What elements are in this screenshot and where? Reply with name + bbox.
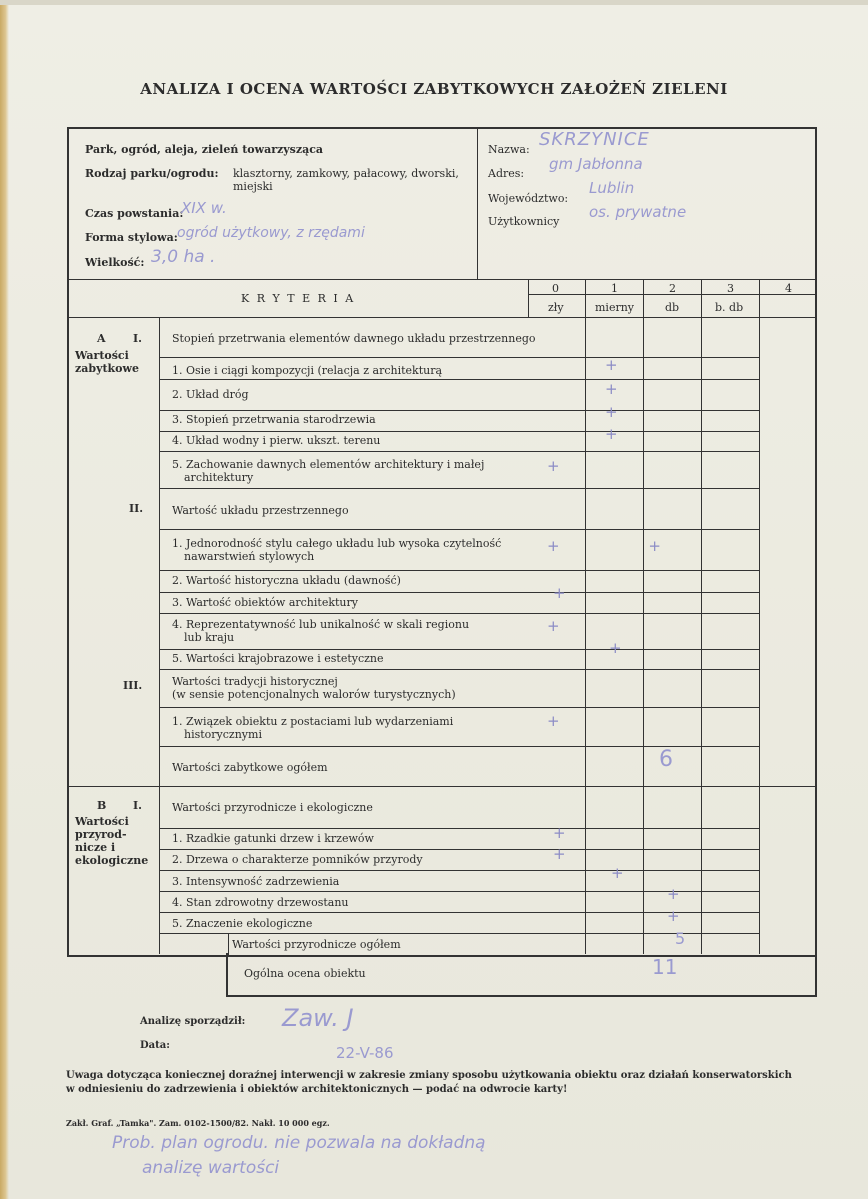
mark-b-1: + — [553, 824, 566, 842]
zabytkowe-total-value: 6 — [659, 747, 673, 772]
groupb-title: Wartości przyrodnicze i ekologiczne — [172, 801, 373, 814]
criterion-a3-1-cont: historycznymi — [184, 728, 262, 741]
section-a-roman-3: III. — [123, 679, 143, 692]
mark-a1-5: + — [547, 457, 560, 475]
criterion-a1-4: 4. Układ wodny i pierw. ukszt. terenu — [172, 434, 381, 447]
mark-a2-5: + — [609, 639, 622, 657]
criterion-a2-1-cont: nawarstwień stylowych — [184, 550, 315, 563]
mark-a1-4: + — [605, 425, 618, 443]
paper-edge — [0, 0, 9, 1199]
mark-a2-3: + — [553, 584, 566, 602]
paper-top-edge — [0, 0, 868, 5]
criterion-a1-3: 3. Stopień przetrwania starodrzewia — [172, 413, 376, 426]
data-label: Data: — [140, 1040, 170, 1051]
section-a-name: Wartości — [75, 349, 129, 362]
section-b-roman: I. — [133, 799, 142, 812]
wojewodztwo-label: Województwo: — [488, 192, 569, 205]
mark-b-4: + — [667, 885, 680, 903]
header-divider — [69, 279, 815, 280]
scale-num-1: 1 — [611, 282, 618, 295]
przyrodnicze-total-label: Wartości przyrodnicze ogółem — [232, 938, 401, 951]
scale-num-2: 2 — [669, 282, 676, 295]
section-b-name-3: nicze i — [75, 841, 116, 854]
criterion-b-5: 5. Znaczenie ekologiczne — [172, 917, 313, 930]
criterion-a2-1: 1. Jednorodność stylu całego układu lub wysoka czytelność — [172, 537, 502, 550]
mark-a2-4: + — [547, 617, 560, 635]
scale-num-3: 3 — [727, 282, 734, 295]
section-a-name-cont: zabytkowe — [75, 362, 139, 375]
criterion-a2-5: 5. Wartości krajobrazowe i estetyczne — [172, 652, 384, 665]
wielkosc-label: Wielkość: — [85, 256, 145, 269]
group1-title: Stopień przetrwania elementów dawnego układu przestrzennego — [172, 332, 536, 345]
group2-title: Wartość układu przestrzennego — [172, 504, 349, 517]
analize-label: Analizę sporządził: — [140, 1016, 246, 1027]
print-info: Zakł. Graf. „Tamka". Zam. 0102-1500/82. Nakł. 10 000 egz. — [66, 1118, 330, 1128]
uzytkownicy-label: Użytkownicy — [488, 215, 560, 228]
criterion-a1-1: 1. Osie i ciągi kompozycji (relacja z architekturą — [172, 364, 443, 377]
rodzaj-options-cont: miejski — [233, 180, 273, 193]
criterion-b-2: 2. Drzewa o charakterze pomników przyrody — [172, 853, 423, 866]
section-a-roman: I. — [133, 332, 142, 345]
adres-value: gm Jabłonna — [549, 155, 643, 173]
criterion-a1-2: 2. Układ dróg — [172, 388, 249, 401]
scale-label-2: db — [665, 301, 680, 314]
wojewodztwo-value: Lublin — [589, 179, 635, 197]
wielkosc-value: 3,0 ha . — [151, 247, 216, 267]
forma-label: Forma stylowa: — [85, 231, 178, 244]
group3-title: Wartości tradycji historycznej — [172, 675, 338, 688]
mark-a3-1: + — [547, 712, 560, 730]
forma-value: ogród użytkowy, z rzędami — [177, 225, 365, 241]
criterion-a2-2: 2. Wartość historyczna układu (dawność) — [172, 574, 401, 587]
handwritten-note-cont: analizę wartości — [142, 1158, 280, 1178]
rodzaj-label: Rodzaj parku/ogrodu: — [85, 167, 219, 180]
criterion-b-3: 3. Intensywność zadrzewienia — [172, 875, 340, 888]
mark-a1-1: + — [605, 356, 618, 374]
mark-a2-1: + + — [547, 537, 703, 555]
criterion-b-1: 1. Rzadkie gatunki drzew i krzewów — [172, 832, 374, 845]
scale-num-4: 4 — [785, 282, 792, 295]
mark-b-5: + — [667, 907, 680, 925]
criterion-b-4: 4. Stan zdrowotny drzewostanu — [172, 896, 349, 909]
uwaga-note-cont: w odniesieniu do zadrzewienia i obiektów architektonicznych — podać na odwrocie karty! — [66, 1084, 568, 1095]
nazwa-value: SKRZYNICE — [539, 129, 650, 150]
uzytkownicy-value: os. prywatne — [589, 203, 687, 221]
criterion-a2-4-cont: lub kraju — [184, 631, 235, 644]
rodzaj-options: klasztorny, zamkowy, pałacowy, dworski, — [233, 167, 459, 180]
criterion-a2-3: 3. Wartość obiektów architektury — [172, 596, 358, 609]
uwaga-note: Uwaga dotycząca koniecznej doraźnej interwencji w zakresie zmiany sposobu użytkowania obiektu oraz działań konserwatorskich — [66, 1070, 792, 1081]
section-b-name-4: ekologiczne — [75, 854, 149, 867]
page-title: ANALIZA I OCENA WARTOŚCI ZABYTKOWYCH ZAŁOŻEŃ ZIELENI — [140, 80, 728, 98]
overall-label: Ogólna ocena obiektu — [244, 967, 366, 980]
section-b-name: Wartości — [75, 815, 129, 828]
section-b-letter: B — [97, 799, 107, 812]
czas-label: Czas powstania: — [85, 207, 184, 220]
data-value: 22-V-86 — [336, 1044, 394, 1062]
analize-signature: Zaw. J — [282, 1004, 354, 1032]
adres-label: Adres: — [488, 167, 525, 180]
evaluation-form — [67, 127, 817, 957]
overall-value: 11 — [652, 955, 678, 979]
park-label: Park, ogród, aleja, zieleń towarzysząca — [85, 143, 324, 156]
section-b-name-2: przyrod- — [75, 828, 127, 841]
criterion-a2-4: 4. Reprezentatywność lub unikalność w skali regionu — [172, 618, 470, 631]
scale-num-0: 0 — [552, 282, 559, 295]
mark-a1-3: + — [605, 403, 618, 421]
group3-title-cont: (w sensie potencjonalnych walorów turystycznych) — [172, 688, 456, 701]
section-a-roman-2: II. — [129, 502, 144, 515]
nazwa-label: Nazwa: — [488, 143, 530, 156]
overall-box — [226, 953, 817, 997]
scale-label-0: zły — [548, 301, 564, 314]
criterion-a1-5-cont: architektury — [184, 471, 254, 484]
scale-label-1: mierny — [595, 301, 635, 314]
criterion-a3-1: 1. Związek obiektu z postaciami lub wydarzeniami — [172, 715, 454, 728]
mark-a1-2: + — [605, 380, 618, 398]
criterion-a1-5: 5. Zachowanie dawnych elementów architektury i małej — [172, 458, 485, 471]
mark-b-2: + — [553, 845, 566, 863]
przyrodnicze-total-value: 5 — [675, 929, 686, 948]
kryteria-label: K R Y T E R I A — [241, 292, 356, 305]
mark-b-3: + — [611, 864, 624, 882]
section-a-letter: A — [97, 332, 106, 345]
handwritten-note: Prob. plan ogrodu. nie pozwala na dokładną — [112, 1133, 486, 1153]
scale-label-3: b. db — [715, 301, 744, 314]
czas-value: XIX w. — [181, 199, 227, 217]
zabytkowe-total-label: Wartości zabytkowe ogółem — [172, 761, 328, 774]
